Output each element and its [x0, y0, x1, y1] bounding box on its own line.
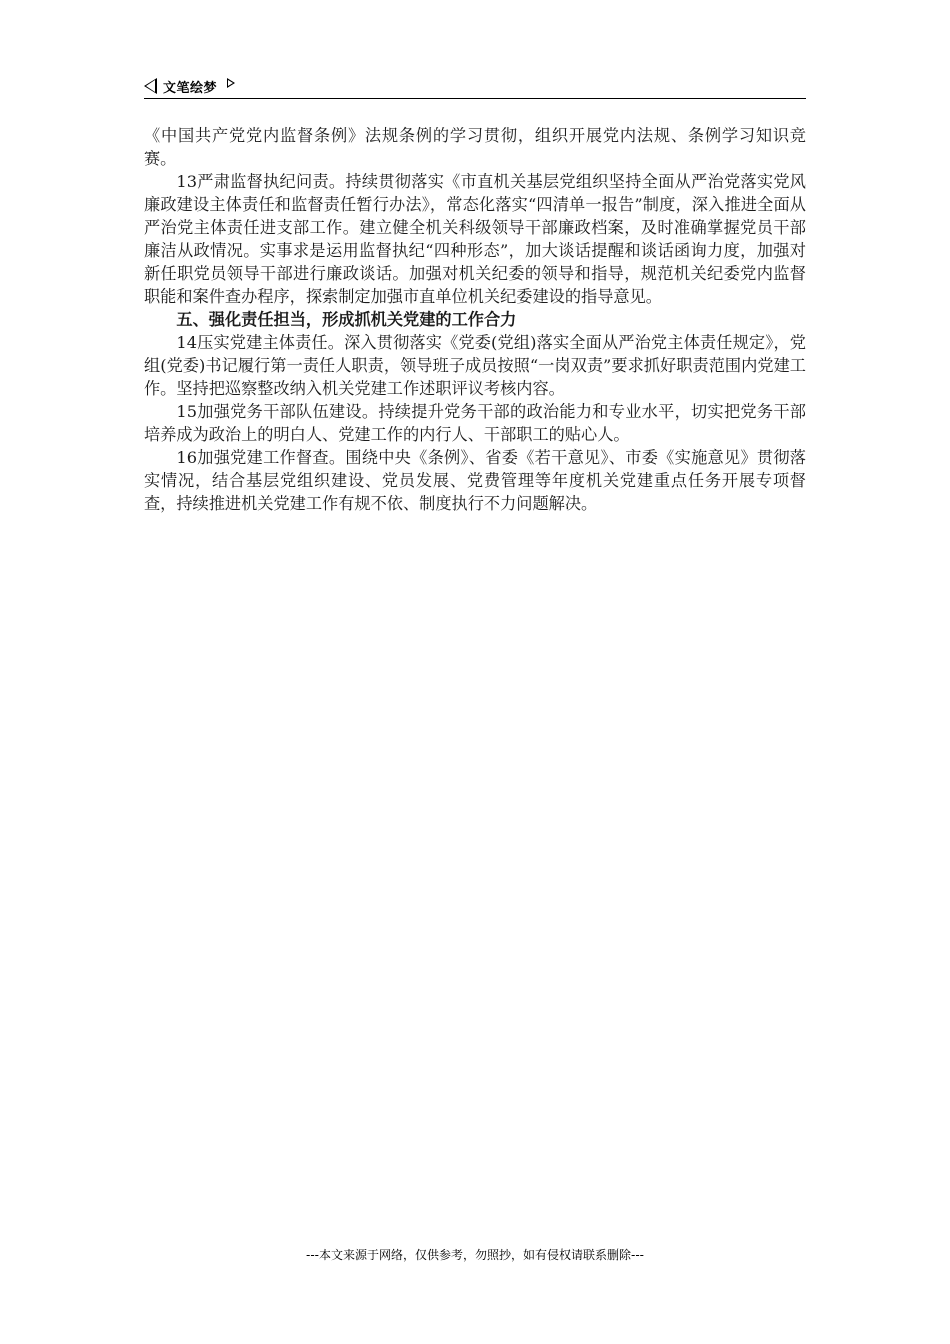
page-footer: ---本文来源于网络，仅供参考，勿照抄，如有侵权请联系删除---: [306, 1248, 644, 1262]
paragraph-item-15: 15加强党务干部队伍建设。持续提升党务干部的政治能力和专业水平，切实把党务干部培养成为政治上的明白人、党建工作的内行人、干部职工的贴心人。: [144, 402, 806, 444]
triangle-left-icon: [144, 78, 157, 94]
paragraph-item-16: 16加强党建工作督查。围绕中央《条例》、省委《若干意见》、市委《实施意见》贯彻落实情况，结合基层党组织建设、党员发展、党费管理等年度机关党建重点任务开展专项督查，持续推进机关党建工作有规不依、制度执行不力问题解决。: [144, 448, 806, 513]
page-header: [144, 74, 806, 99]
paragraph-item-13: 13严肃监督执纪问责。持续贯彻落实《市直机关基层党组织坚持全面从严治党落实党风廉政建设主体责任和监督责任暂行办法》，常态化落实“四清单一报告”制度，深入推进全面从严治党主体责任进支部工作。建立健全机关科级领导干部廉政档案，及时准确掌握党员干部廉洁从政情况。实事求是运用监督执纪“四种形态”，加大谈话提醒和谈话函询力度，加强对新任职党员领导干部进行廉政谈话。加强对机关纪委的领导和指导，规范机关纪委党内监督职能和案件查办程序，探索制定加强市直单位机关纪委建设的指导意见。: [144, 172, 806, 306]
paragraph-item-14: 14压实党建主体责任。深入贯彻落实《党委(党组)落实全面从严治党主体责任规定》，党组(党委)书记履行第一责任人职责，领导班子成员按照“一岗双责”要求抓好职责范围内党建工作。坚持把巡察整改纳入机关党建工作述职评议考核内容。: [144, 333, 806, 398]
paragraph-continuation: 《中国共产党党内监督条例》法规条例的学习贯彻，组织开展党内法规、条例学习知识竞赛。: [144, 126, 806, 168]
document-body: [144, 124, 806, 515]
header-title: 文笔绘梦: [163, 80, 218, 96]
triangle-right-icon: [227, 78, 235, 88]
section-heading-5: 五、强化责任担当，形成抓机关党建的工作合力: [176, 310, 517, 329]
